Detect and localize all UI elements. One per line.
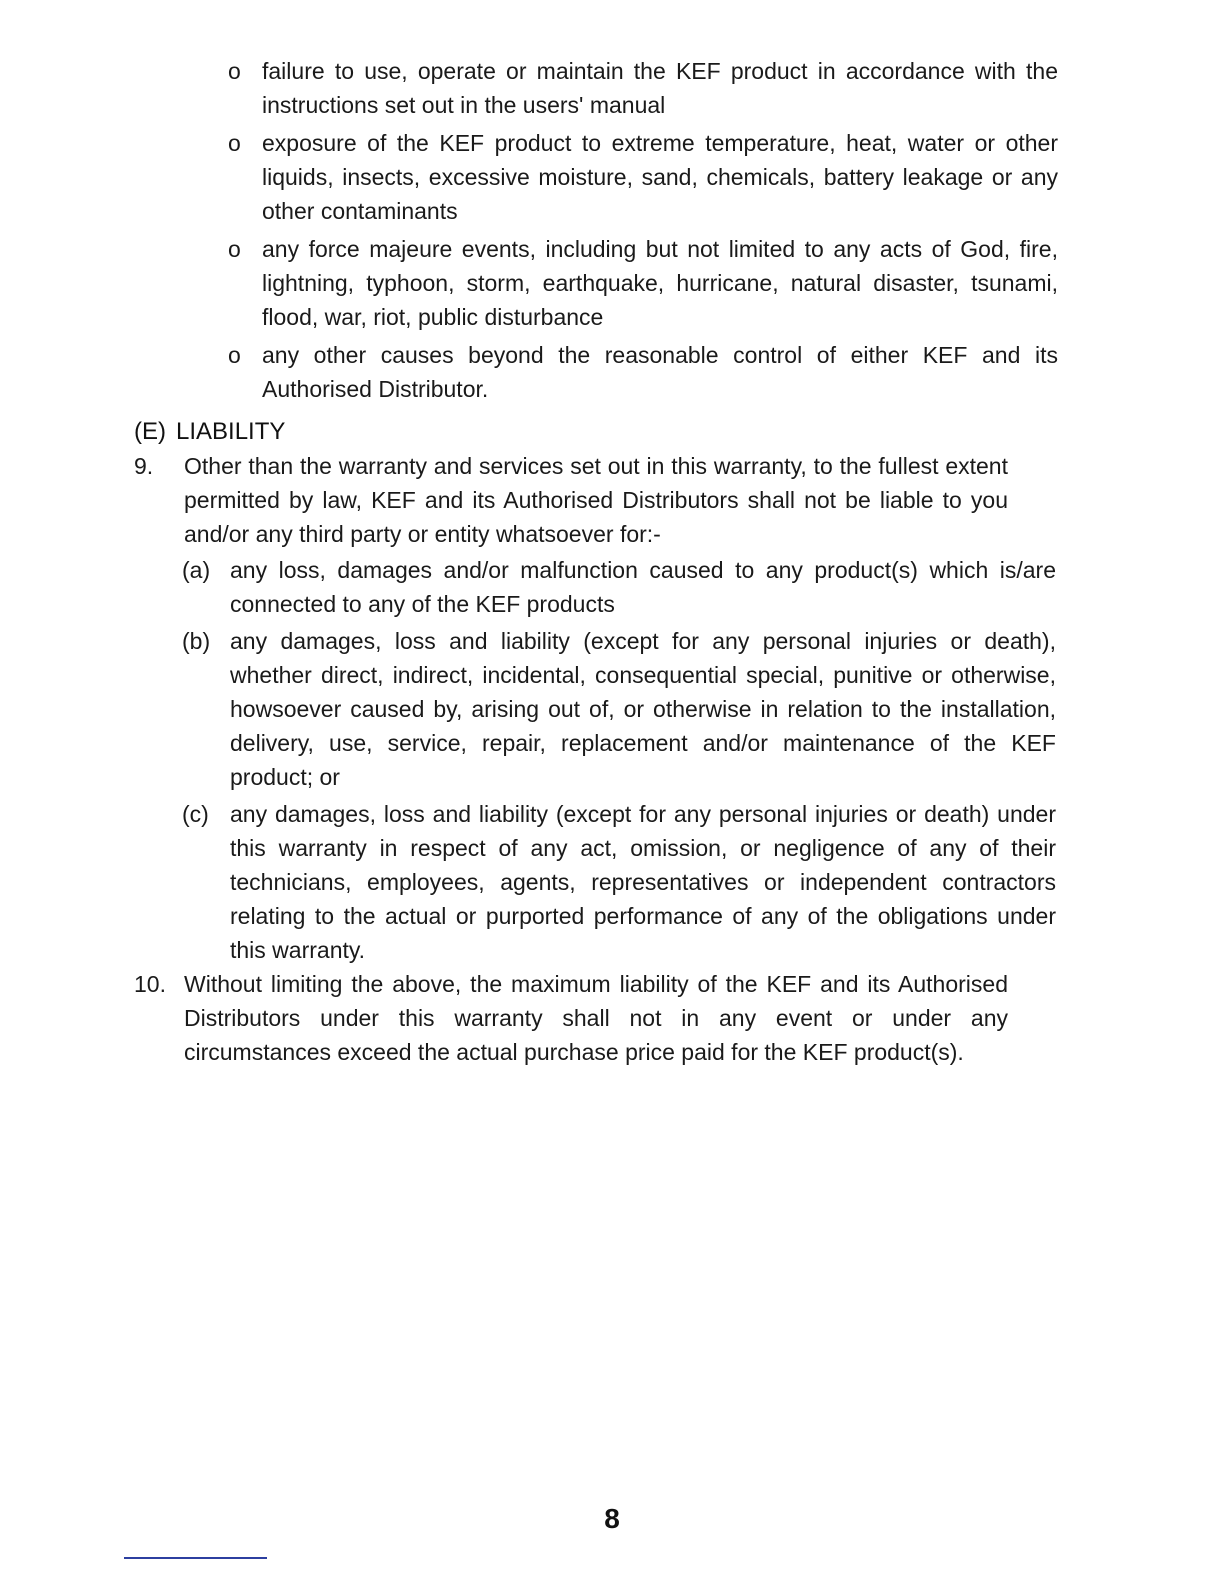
sub-text: any damages, loss and liability (except for any personal injuries or death) under this warranty in respect of any act, omission, or negligence of any of their technicians, employees, agents, representatives or independent contractors relating to the actual or purported performance of any of the obligations under this warranty.: [230, 801, 1056, 963]
clause-text: Without limiting the above, the maximum liability of the KEF and its Authorised Distributors under this warranty shall not in any event or under any circumstances exceed the actual purchase price paid for the KEF product(s).: [184, 971, 1008, 1065]
section-letter: (E): [134, 418, 166, 445]
bullet-text: exposure of the KEF product to extreme temperature, heat, water or other liquids, insects, excessive moisture, sand, chemicals, battery leakage or any other contaminants: [262, 130, 1058, 224]
clause-9: [134, 449, 1008, 551]
sub-text: any damages, loss and liability (except for any personal injuries or death), whether direct, indirect, incidental, consequential special, punitive or otherwise, howsoever caused by, arising out of, or otherwise in relation to the installation, delivery, use, service, repair, replacement and/or maintenance of the KEF product; or: [230, 628, 1056, 790]
sub-marker: (b): [182, 628, 211, 654]
bullet-item: [228, 54, 1058, 122]
sub-text: any loss, damages and/or malfunction caused to any product(s) which is/are connected to any of the KEF products: [230, 557, 1056, 617]
sub-item: [182, 553, 1056, 621]
bullet-marker: o: [228, 342, 241, 368]
sub-marker: (c): [182, 801, 209, 827]
section-title: LIABILITY: [176, 418, 286, 445]
exclusions-bullet-list: [228, 54, 1058, 410]
sub-item: [182, 624, 1056, 794]
bullet-marker: o: [228, 236, 241, 262]
bullet-item: [228, 126, 1058, 228]
bullet-marker: o: [228, 130, 241, 156]
clause-10: [134, 967, 1008, 1069]
clause-number: 10.: [134, 971, 166, 997]
bullet-text: failure to use, operate or maintain the KEF product in accordance with the instructions set out in the users' manual: [262, 58, 1058, 118]
bullet-marker: o: [228, 58, 241, 84]
bullet-text: any other causes beyond the reasonable control of either KEF and its Authorised Distributor.: [262, 342, 1058, 402]
bullet-item: [228, 338, 1058, 406]
clause-text: Other than the warranty and services set out in this warranty, to the fullest extent permitted by law, KEF and its Authorised Distributors shall not be liable to you and/or any third party or entity whatsoever for:-: [184, 453, 1008, 547]
footer-rule: [124, 1557, 267, 1559]
clause-9-sub-list: [182, 553, 1056, 970]
bullet-item: [228, 232, 1058, 334]
sub-item: [182, 797, 1056, 967]
sub-marker: (a): [182, 557, 211, 583]
page-number: 8: [604, 1503, 620, 1534]
bullet-text: any force majeure events, including but not limited to any acts of God, fire, lightning, typhoon, storm, earthquake, hurricane, natural disaster, tsunami, flood, war, riot, public disturbance: [262, 236, 1058, 330]
section-heading: [134, 415, 285, 449]
clause-number: 9.: [134, 453, 154, 479]
